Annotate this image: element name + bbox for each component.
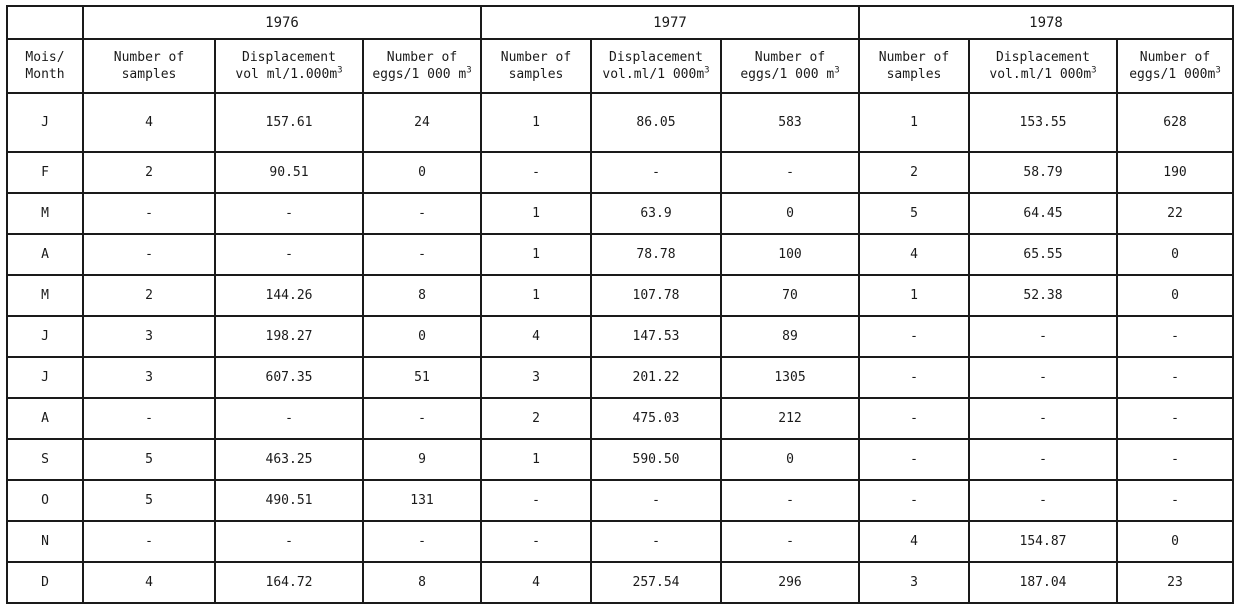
table-cell: 490.51 <box>215 480 363 521</box>
table-row <box>7 562 1233 603</box>
table-cell: - <box>859 480 969 521</box>
table-cell: - <box>83 398 215 439</box>
table-cell: 5 <box>83 480 215 521</box>
column-header <box>721 39 859 93</box>
table-cell: - <box>363 234 481 275</box>
month-cell: J <box>7 93 83 152</box>
year-header-1978: 1978 <box>859 6 1233 39</box>
table-cell: - <box>859 439 969 480</box>
column-header-line2: eggs/1 000m <box>1129 67 1216 82</box>
table-cell: 4 <box>481 316 591 357</box>
table-cell: 0 <box>721 439 859 480</box>
column-header-line2: vol.ml/1 000m <box>602 67 705 82</box>
table-row <box>7 439 1233 480</box>
table-cell: 5 <box>859 193 969 234</box>
table-cell: 607.35 <box>215 357 363 398</box>
table-cell: - <box>481 480 591 521</box>
year-header-row <box>7 6 1233 39</box>
table-cell: 3 <box>481 357 591 398</box>
table-row <box>7 275 1233 316</box>
table-cell: 164.72 <box>215 562 363 603</box>
table-row <box>7 398 1233 439</box>
table-cell: - <box>721 521 859 562</box>
table-cell: - <box>721 480 859 521</box>
table-cell: 4 <box>859 234 969 275</box>
table-cell: 65.55 <box>969 234 1117 275</box>
column-header-line1: Number of <box>1139 50 1211 65</box>
table-cell: 9 <box>363 439 481 480</box>
month-cell: N <box>7 521 83 562</box>
table-cell: 201.22 <box>591 357 721 398</box>
table-cell: 131 <box>363 480 481 521</box>
table-cell: 22 <box>1117 193 1233 234</box>
table-row <box>7 316 1233 357</box>
column-header-line1: Number of <box>386 50 458 65</box>
table-cell: 58.79 <box>969 152 1117 193</box>
year-header-1977: 1977 <box>481 6 859 39</box>
table-cell: 3 <box>83 316 215 357</box>
table-cell: 190 <box>1117 152 1233 193</box>
table-row <box>7 357 1233 398</box>
table-cell: 8 <box>363 562 481 603</box>
table-cell: 0 <box>363 316 481 357</box>
table-cell: 1 <box>481 93 591 152</box>
table-cell: 5 <box>83 439 215 480</box>
table-row <box>7 480 1233 521</box>
table-cell: 0 <box>1117 234 1233 275</box>
table-cell: 212 <box>721 398 859 439</box>
table-cell: 4 <box>481 562 591 603</box>
table-cell: - <box>1117 316 1233 357</box>
table-cell: - <box>215 234 363 275</box>
table-cell: - <box>83 521 215 562</box>
table-cell: 2 <box>83 152 215 193</box>
table-body <box>7 93 1233 603</box>
table-cell: 70 <box>721 275 859 316</box>
month-cell: J <box>7 316 83 357</box>
table-cell: 1 <box>859 93 969 152</box>
table-cell: 583 <box>721 93 859 152</box>
table-row <box>7 152 1233 193</box>
table-cell: - <box>969 398 1117 439</box>
column-header-line2: samples <box>121 67 177 82</box>
table-cell: - <box>1117 357 1233 398</box>
column-header-line1: Number of <box>754 50 826 65</box>
column-header <box>215 39 363 93</box>
table-cell: - <box>969 316 1117 357</box>
table-cell: 0 <box>363 152 481 193</box>
table-cell: 157.61 <box>215 93 363 152</box>
table-cell: 2 <box>481 398 591 439</box>
table-cell: 198.27 <box>215 316 363 357</box>
table-cell: - <box>969 357 1117 398</box>
column-header-line2: samples <box>508 67 564 82</box>
table-cell: 4 <box>859 521 969 562</box>
month-header-fr: Mois/ <box>25 50 65 65</box>
table-cell: - <box>363 398 481 439</box>
table-cell: 1305 <box>721 357 859 398</box>
column-header-line1: Number of <box>500 50 572 65</box>
table-cell: 4 <box>83 562 215 603</box>
table-cell: 147.53 <box>591 316 721 357</box>
table-cell: 1 <box>481 193 591 234</box>
table-cell: 1 <box>481 439 591 480</box>
table-row <box>7 234 1233 275</box>
month-column-header <box>7 39 83 93</box>
table-cell: - <box>83 193 215 234</box>
table-cell: 463.25 <box>215 439 363 480</box>
table-cell: 4 <box>83 93 215 152</box>
month-cell: M <box>7 275 83 316</box>
month-cell: D <box>7 562 83 603</box>
table-cell: - <box>859 316 969 357</box>
column-header-line1: Displacement <box>242 50 336 65</box>
table-cell: - <box>481 152 591 193</box>
table-cell: - <box>591 152 721 193</box>
table-cell: 296 <box>721 562 859 603</box>
table-cell: - <box>969 480 1117 521</box>
table-cell: 1 <box>481 275 591 316</box>
table-cell: - <box>591 480 721 521</box>
table-cell: 628 <box>1117 93 1233 152</box>
table-cell: 2 <box>83 275 215 316</box>
unit-exponent: 3 <box>834 65 840 76</box>
table-cell: 2 <box>859 152 969 193</box>
table-cell: 8 <box>363 275 481 316</box>
column-header <box>859 39 969 93</box>
month-cell: J <box>7 357 83 398</box>
table-cell: 78.78 <box>591 234 721 275</box>
column-header-line1: Displacement <box>609 50 703 65</box>
table-cell: 24 <box>363 93 481 152</box>
year-header-1976: 1976 <box>83 6 481 39</box>
table-cell: 153.55 <box>969 93 1117 152</box>
table-cell: 107.78 <box>591 275 721 316</box>
table-cell: - <box>363 521 481 562</box>
column-header-line2: vol ml/1.000m <box>235 67 338 82</box>
unit-exponent: 3 <box>1215 65 1221 76</box>
corner-cell <box>7 6 83 39</box>
table-cell: - <box>969 439 1117 480</box>
table-cell: 100 <box>721 234 859 275</box>
table-cell: 154.87 <box>969 521 1117 562</box>
table-cell: - <box>215 398 363 439</box>
table-cell: 89 <box>721 316 859 357</box>
table-cell: 590.50 <box>591 439 721 480</box>
table-cell: - <box>721 152 859 193</box>
month-cell: M <box>7 193 83 234</box>
unit-exponent: 3 <box>466 65 472 76</box>
table-cell: 23 <box>1117 562 1233 603</box>
column-header-line1: Number of <box>113 50 185 65</box>
table-cell: - <box>215 521 363 562</box>
table-cell: 257.54 <box>591 562 721 603</box>
table-cell: - <box>859 357 969 398</box>
column-header-line1: Number of <box>878 50 950 65</box>
table-cell: 86.05 <box>591 93 721 152</box>
table-cell: 187.04 <box>969 562 1117 603</box>
table-cell: 0 <box>1117 275 1233 316</box>
table-row <box>7 93 1233 152</box>
column-header-line2: samples <box>886 67 942 82</box>
table-cell: - <box>1117 480 1233 521</box>
table-cell: 1 <box>859 275 969 316</box>
month-cell: O <box>7 480 83 521</box>
table-cell: 90.51 <box>215 152 363 193</box>
column-header <box>481 39 591 93</box>
table-cell: 63.9 <box>591 193 721 234</box>
table-cell: - <box>1117 439 1233 480</box>
column-header <box>969 39 1117 93</box>
table-cell: - <box>83 234 215 275</box>
table-cell: - <box>481 521 591 562</box>
month-cell: F <box>7 152 83 193</box>
table-cell: - <box>363 193 481 234</box>
table-cell: - <box>1117 398 1233 439</box>
table-cell: 3 <box>83 357 215 398</box>
column-header <box>83 39 215 93</box>
column-header-line1: Displacement <box>996 50 1090 65</box>
table-cell: 0 <box>1117 521 1233 562</box>
month-cell: A <box>7 398 83 439</box>
table-cell: 3 <box>859 562 969 603</box>
column-header-line2: eggs/1 000 m <box>740 67 835 82</box>
unit-exponent: 3 <box>1091 65 1097 76</box>
table-cell: - <box>215 193 363 234</box>
table-row <box>7 193 1233 234</box>
column-header <box>591 39 721 93</box>
column-header-row <box>7 39 1233 93</box>
column-header <box>1117 39 1233 93</box>
table-cell: 0 <box>721 193 859 234</box>
month-header-en: Month <box>25 67 65 82</box>
unit-exponent: 3 <box>704 65 710 76</box>
table-cell: 144.26 <box>215 275 363 316</box>
month-cell: S <box>7 439 83 480</box>
table-cell: 52.38 <box>969 275 1117 316</box>
data-table <box>6 5 1234 604</box>
table-row <box>7 521 1233 562</box>
column-header-line2: eggs/1 000 m <box>372 67 467 82</box>
table-cell: 51 <box>363 357 481 398</box>
month-cell: A <box>7 234 83 275</box>
table-cell: 1 <box>481 234 591 275</box>
table-cell: - <box>591 521 721 562</box>
table-cell: 64.45 <box>969 193 1117 234</box>
column-header <box>363 39 481 93</box>
table-cell: - <box>859 398 969 439</box>
unit-exponent: 3 <box>337 65 343 76</box>
column-header-line2: vol.ml/1 000m <box>989 67 1092 82</box>
table-cell: 475.03 <box>591 398 721 439</box>
